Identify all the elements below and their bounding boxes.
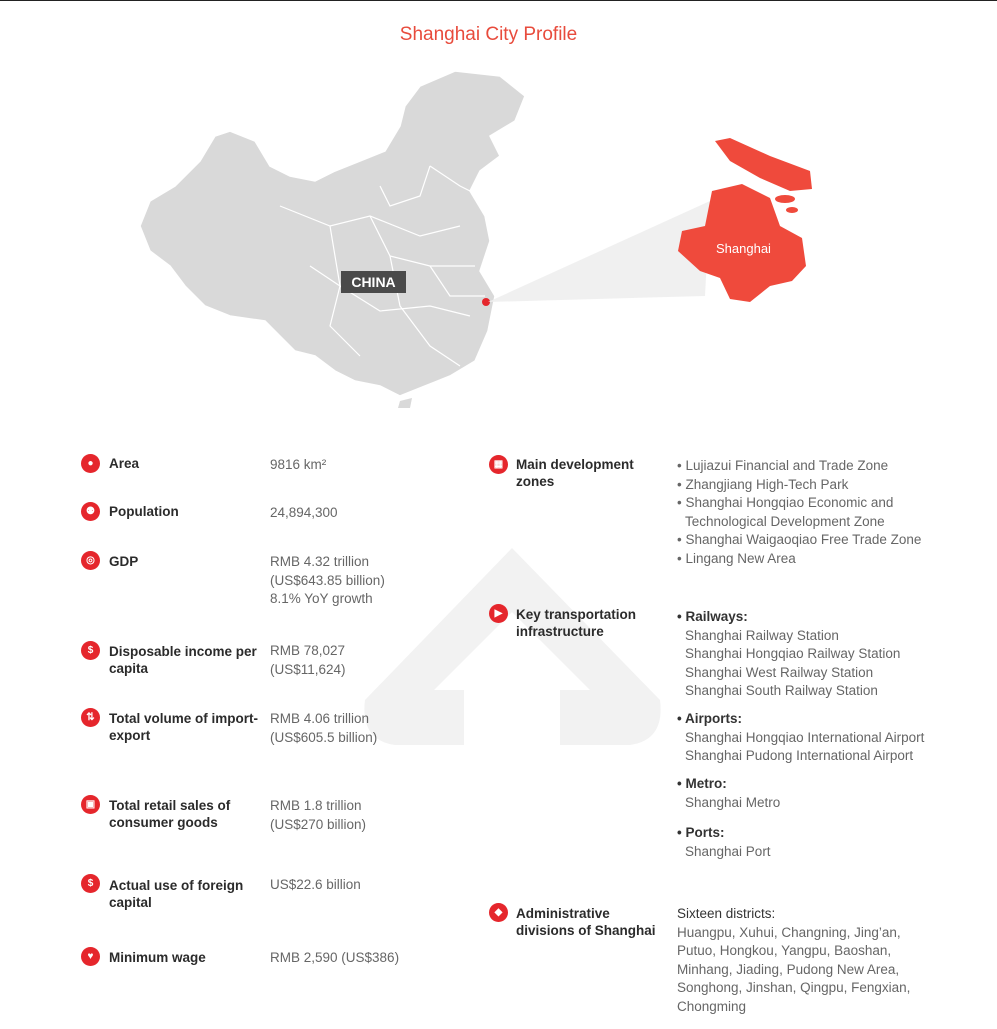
import-export-icon: ⇅ — [81, 708, 100, 727]
zones-list — [677, 457, 977, 568]
truck-icon: ▶ — [489, 604, 508, 623]
shanghai-marker — [482, 298, 490, 306]
people-icon: ⚉ — [81, 502, 100, 521]
list-item: • Lingang New Area — [677, 550, 796, 566]
minimum-wage-label: Minimum wage — [109, 950, 206, 965]
list-item: • Shanghai Waigaoqiao Free Trade Zone — [677, 532, 922, 547]
building-icon: ▦ — [489, 455, 508, 474]
coin-icon: $ — [81, 641, 100, 660]
metro-group: • Metro: Shanghai Metro — [677, 776, 781, 810]
income-value: RMB 78,027 (US$11,624) — [270, 643, 346, 677]
islet-1 — [775, 195, 795, 203]
china-silhouette — [140, 71, 525, 396]
railways-group: • Railways: Shanghai Railway Station Shanghai Hongqiao Railway Station Shanghai West Railway Station Shanghai South Railway Station — [677, 609, 901, 698]
gdp-value: RMB 4.32 trillion (US$643.85 billion) 8.1% YoY growth — [270, 554, 385, 606]
retail-label: Total retail sales of consumer goods — [109, 798, 231, 830]
shanghai-label: Shanghai — [716, 241, 771, 256]
import-export-value: RMB 4.06 trillion (US$605.5 billion) — [270, 711, 378, 745]
retail-value: RMB 1.8 trillion (US$270 billion) — [270, 798, 367, 832]
hand-coin-icon: ♥ — [81, 947, 100, 966]
zoom-connector — [488, 201, 710, 302]
list-item: • Lujiazui Financial and Trade Zone — [677, 458, 889, 473]
airports-group: • Airports: Shanghai Hongqiao International Airport Shanghai Pudong International Airport — [677, 711, 925, 763]
islet-2 — [786, 207, 798, 213]
transport-label: Key transportation infrastructure — [516, 607, 637, 639]
foreign-capital-label: Actual use of foreign capital — [109, 878, 244, 910]
population-label: Population — [109, 504, 179, 519]
globe-icon: ◎ — [81, 551, 100, 570]
location-pin-icon: ● — [81, 454, 100, 473]
dollar-coin-icon: $ — [81, 874, 100, 893]
page-title: Shanghai City Profile — [399, 24, 578, 45]
china-label: CHINA — [341, 271, 406, 293]
list-item: • Zhangjiang High-Tech Park — [677, 476, 849, 492]
foreign-capital-value: US$22.6 billion — [270, 877, 361, 892]
shield-icon: ◆ — [489, 903, 508, 922]
population-value: 24,894,300 — [270, 505, 338, 520]
ports-group: • Ports: Shanghai Port — [677, 825, 771, 859]
box-icon: ▣ — [81, 795, 100, 814]
chongming-island — [715, 138, 812, 191]
top-border — [0, 0, 997, 1]
area-label: Area — [109, 456, 140, 471]
zones-label: Main development zones — [516, 457, 634, 489]
districts-list: Sixteen districts: Huangpu, Xuhui, Changning, Jing’an, Putuo, Hongkou, Yangpu, Baoshan, Minhang, Jiading, Pudong New Area, Songhong, Jinshan, Qingpu, Fengxian, Chongming — [677, 906, 911, 1014]
list-item: Technological Development Zone — [685, 513, 885, 529]
china-map — [130, 66, 830, 414]
minimum-wage-value: RMB 2,590 (US$386) — [270, 950, 400, 965]
import-export-label: Total volume of import-export — [109, 711, 258, 743]
income-label: Disposable income per capita — [109, 644, 257, 676]
gdp-label: GDP — [109, 554, 139, 569]
list-item: • Shanghai Hongqiao Economic and — [677, 495, 894, 510]
area-value: 9816 km² — [270, 457, 327, 472]
districts-label: Administrative divisions of Shanghai — [516, 906, 656, 938]
